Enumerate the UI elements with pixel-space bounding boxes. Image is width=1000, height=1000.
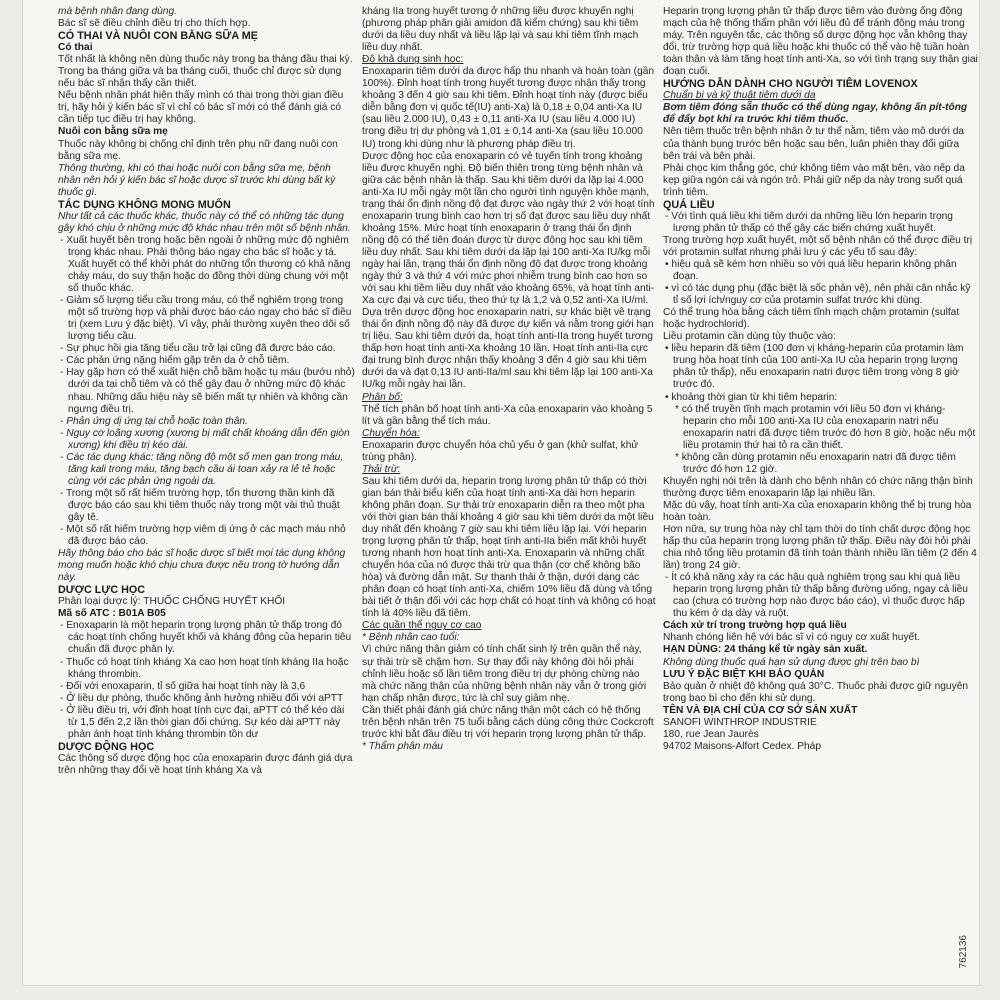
col1-paragraph: Mã số ATC : B01A B05 bbox=[58, 608, 166, 620]
col1-paragraph: - Phản ứng dị ứng tại chỗ hoặc toàn thân. bbox=[60, 415, 248, 427]
col3-paragraph: - Ít có khả năng xảy ra các hậu quả nghiêm trọng sau khi quá liều heparin trọng lượng phân tử thấp bằng đường uống, ngay cả liều cao (chưa có trường hợp nào được báo cáo), vì thuốc được hấp thu kém ở dạ dày và ruột. bbox=[665, 572, 968, 620]
col1-paragraph: - Thuốc có hoạt tính kháng Xa cao hơn hoạt tính kháng IIa hoặc kháng thrombin. bbox=[60, 656, 349, 680]
col3-paragraph: Chuẩn bị và kỹ thuật tiêm dưới da bbox=[663, 90, 816, 102]
col3-paragraph: * có thể truyền tĩnh mạch protamin với liều 50 đơn vị kháng-heparin cho mỗi 100 anti-Xa IU của enoxaparin natri nếu enoxaparin natri đã được tiêm trước đó hơn 8 giờ, hoặc nếu một liều protamin thứ hai tỏ ra cần thiết. bbox=[675, 403, 976, 451]
col1-paragraph: - Hay gặp hơn có thể xuất hiện chỗ bầm hoặc tụ máu (bướu nhỏ) dưới da tại chỗ tiêm và có thể gây đau ở những mức độ khác nhau. Những dấu hiệu này sẽ biến mất tự nhiên và không cần ngưng điều trị. bbox=[60, 367, 355, 415]
col3-paragraph: Hơn nữa, sự trung hòa này chỉ tạm thời do tính chất dược động học hấp thu của heparin trọng lượng phân tử thấp. Điều này đòi hỏi phải chia nhỏ tổng liều protamin đã tính toán thành nhiều lần tiêm (2 đến 4 lần) trong 24 giờ. bbox=[663, 524, 977, 572]
print-code: 762136 bbox=[958, 935, 969, 969]
col1-paragraph: Có thai bbox=[58, 42, 93, 54]
col1-paragraph: - Các tác dụng khác: tăng nồng độ một số men gan trong máu, tăng kali trong máu, tăng bạch cầu ái toan xảy ra lẻ tẻ hoặc cùng với các phản ứng ngoài da. bbox=[60, 451, 344, 487]
col2-paragraph: * Thẩm phân máu bbox=[362, 740, 443, 752]
col1-paragraph: Các thông số dược động học của enoxaparin được đánh giá dựa trên những thay đổi về hoạt tính kháng Xa và bbox=[58, 752, 353, 776]
col3-paragraph: Bơm tiêm đóng sẵn thuốc có thể dùng ngay, không ấn pít-tông để đẩy bọt khí ra trước khi tiêm thuốc. bbox=[663, 102, 968, 126]
col1-paragraph: Thông thường, khi có thai hoặc nuôi con bằng sữa mẹ, bệnh nhân nên hỏi ý kiến bác sĩ hoặc dược sĩ trước khi dùng bất kỳ thuốc gì. bbox=[58, 162, 336, 198]
col3-paragraph: HẠN DÙNG: 24 tháng kể từ ngày sản xuất. bbox=[663, 644, 868, 656]
col2-paragraph: Cần thiết phải đánh giá chức năng thận một cách có hệ thống trên bệnh nhân trên 75 tuổi bằng cách dùng công thức Cockcroft trước khi bắt đầu điều trị với heparin trọng lượng phân tử thấp. bbox=[362, 704, 654, 740]
col3-paragraph: SANOFI WINTHROP INDUSTRIE bbox=[663, 716, 817, 728]
col3-paragraph: 94702 Maisons-Alfort Cedex. Pháp bbox=[663, 740, 821, 752]
col1-paragraph: - Enoxaparin là một heparin trọng lượng phân tử thấp trong đó các hoạt tính chống huyết khối và kháng đông của heparin tiêu chuẩn đã được phân ly. bbox=[60, 620, 352, 656]
col3-paragraph: Nhanh chóng liên hệ với bác sĩ vì có nguy cơ xuất huyết. bbox=[663, 632, 920, 644]
col2-paragraph: Enoxaparin được chuyển hóa chủ yếu ở gan (khử sulfat, khử trùng phân). bbox=[362, 439, 639, 463]
col1-paragraph: Hãy thông báo cho bác sĩ hoặc dược sĩ biết mọi tác dụng không mong muốn hoặc khó chịu chưa được nêu trong tờ hướng dẫn này. bbox=[58, 548, 346, 584]
col2-paragraph: Các quần thể nguy cơ cao bbox=[362, 620, 482, 632]
col1-paragraph: - Giảm số lượng tiểu cầu trong máu, có thể nghiêm trọng trong một số trường hợp và phải được báo cáo ngay cho bác sĩ điều trị (xem Lưu ý đặc biệt). Vì vậy, phải thường xuyên theo dõi số lượng tiểu cầu. bbox=[60, 295, 352, 343]
col1-paragraph: - Sự phục hồi gia tăng tiểu cầu trở lại cũng đã được báo cáo. bbox=[60, 343, 336, 355]
leaflet-page bbox=[22, 0, 980, 986]
col3-paragraph: Heparin trọng lượng phân tử thấp được tiêm vào đường ống động mạch của hệ thống thẩm phân với liều đủ để tránh đông máu trong máy. Trên nguyên tắc, các thông số dược động học vẫn không thay đổi, trừ trường hợp quá liều hoặc khi thuốc có thể vào hệ tuần hoàn toàn thân và làm tăng hoạt tính anti-Xa, so với tình trạng suy thận giai đoạn cuối. bbox=[663, 6, 978, 78]
col3-paragraph: 180, rue Jean Jaurès bbox=[663, 728, 759, 740]
col3-paragraph: HƯỚNG DẪN DÀNH CHO NGƯỜI TIÊM LOVENOX bbox=[663, 78, 918, 91]
column-middle bbox=[362, 6, 656, 981]
col1-paragraph: - Trong một số rất hiếm trường hợp, tổn thương thần kinh đã được báo cáo sau khi tiêm thuốc này trong một vài thủ thuật gây tê. bbox=[60, 487, 340, 523]
col3-paragraph: Bảo quản ở nhiệt độ không quá 30°C. Thuốc phải được giữ nguyên trong bao bì cho đến khi sử dụng. bbox=[663, 680, 969, 704]
col1-paragraph: Nếu bệnh nhân phát hiện thấy mình có thai trong thời gian điều trị, hãy hỏi ý kiến bác sĩ vì chỉ có bác sĩ mới có thể đánh giá có cần tiếp tục điều trị hay không. bbox=[58, 90, 344, 126]
col1-paragraph: - Nguy cơ loãng xương (xương bị mất chất khoáng dẫn đến giòn xương) khi điều trị kéo dài. bbox=[60, 427, 350, 451]
col2-paragraph: Enoxaparin tiêm dưới da được hấp thu nhanh và hoàn toàn (gần 100%). Đỉnh hoạt tính trong huyết tương được nhận thấy trong khoảng 3 đến 4 giờ sau khi tiêm. Đỉnh hoạt tính này (được biểu diễn bằng đơn vị quốc tế(IU) anti-Xa) là 0,18 ± 0,04 anti-Xa IU (sau liều 2.000 IU), 0,43 ± 0,11 anti-Xa IU (sau liều 4.000 IU) trong điều trị dự phòng và 1,01 ± 0,14 anti-Xa (sau liều 10.000 IU) trong khi dùng như là phương pháp điều trị. bbox=[362, 66, 655, 150]
col1-paragraph: Như tất cả các thuốc khác, thuốc này có thể có những tác dụng gây khó chịu ở những mức độ khác nhau trên một số bệnh nhân. bbox=[58, 210, 351, 234]
col1-paragraph: Phân loại dược lý: THUỐC CHỐNG HUYẾT KHỐI bbox=[58, 596, 286, 608]
col3-paragraph: Không dùng thuốc quá hạn sử dụng được ghi trên bao bì bbox=[663, 656, 920, 668]
col3-paragraph: Trong trường hợp xuất huyết, một số bệnh nhân có thể được điều trị với protamin sulfat nhưng phải lưu ý các yếu tố sau đây: bbox=[663, 234, 973, 258]
col1-paragraph: Tốt nhất là không nên dùng thuốc này trong ba tháng đầu thai kỳ. Trong ba tháng giữa và ba tháng cuối, thuốc chỉ được sử dụng nếu bác sĩ nhận thấy cần thiết. bbox=[58, 54, 353, 90]
col3-paragraph: TÊN VÀ ĐỊA CHỈ CỦA CƠ SỞ SẢN XUẤT bbox=[663, 704, 858, 716]
col2-paragraph: Sau khi tiêm dưới da, heparin trọng lượng phân tử thấp có thời gian bán thải biểu kiến của hoạt tính anti-Xa dài hơn heparin không phân đoạn. Sự thải trừ enoxaparin diễn ra theo một pha với thời gian bán thải khoảng 4 giờ sau khi tiêm dưới da một liều duy nhất đến khoảng 7 giờ sau khi tiêm liều lặp lại. Với heparin trọng lượng phân tử thấp, hoạt tính anti-IIa biến mất khỏi huyết tương nhanh hơn hoạt tính anti-Xa. Enoxaparin và những chất chuyển hóa của nó được thải trừ qua thận (cơ chế không bão hòa) và đường dẫn mật. Sự thanh thải ở thận, dưới dạng các phân đoạn có hoạt tính anti-Xa, chiếm 10% liều đã dùng và tổng bài tiết ở thận đối với các hợp chất có hoạt tính và không có hoạt tính là 40% liều đã tiêm. bbox=[362, 475, 656, 620]
col2-paragraph: Độ khả dụng sinh học: bbox=[362, 54, 464, 66]
col3-paragraph: • vì có tác dụng phụ (đặc biệt là sốc phản vệ), nên phải cân nhắc kỹ tỉ số lợi ích/nguy cơ của protamin sulfat trước khi dùng. bbox=[665, 283, 971, 307]
col3-paragraph: Mặc dù vậy, hoạt tính anti-Xa của enoxaparin không thể bị trung hòa hoàn toàn. bbox=[663, 499, 972, 523]
col1-paragraph: mà bệnh nhân đang dùng. bbox=[58, 6, 177, 17]
col1-paragraph: Nuôi con bằng sữa mẹ bbox=[58, 126, 168, 138]
col3-paragraph: * không cần dùng protamin nếu enoxaparin natri đã được tiêm trước đó hơn 12 giờ. bbox=[675, 451, 956, 475]
col3-paragraph: LƯU Ý ĐẶC BIỆT KHI BẢO QUẢN bbox=[663, 668, 825, 680]
col1-paragraph: DƯỢC LỰC HỌC bbox=[58, 584, 146, 597]
col3-paragraph: - Với tình quá liều khi tiêm dưới da những liều lớn heparin trọng lượng phân tử thấp có thể gây các biến chứng xuất huyết. bbox=[665, 210, 953, 234]
col3-paragraph: • khoảng thời gian từ khi tiêm heparin: bbox=[665, 391, 838, 403]
col3-paragraph: Phải chọc kim thẳng góc, chứ không tiêm vào mặt bên, vào nếp da kẹp giữa ngón cái và ngón trỏ. Phải giữ nếp da này trong suốt quá trình tiêm. bbox=[663, 162, 965, 198]
col2-paragraph: * Bệnh nhân cao tuổi: bbox=[362, 632, 460, 644]
col1-paragraph: - Đối với enoxaparin, tỉ số giữa hai hoạt tính này là 3,6 bbox=[60, 680, 306, 692]
col1-paragraph: - Một số rất hiếm trường hợp viêm dị ứng ở các mạch máu nhỏ đã được báo cáo. bbox=[60, 524, 346, 548]
col1-paragraph: TÁC DỤNG KHÔNG MONG MUỐN bbox=[58, 198, 231, 211]
col1-paragraph: Bác sĩ sẽ điều chỉnh điều trị cho thích hợp. bbox=[58, 18, 251, 30]
col2-paragraph: Phân bố: bbox=[362, 391, 403, 403]
col3-paragraph: Nên tiêm thuốc trên bệnh nhân ở tư thế nằm, tiêm vào mô dưới da của thành bụng trước bên hoặc sau bên, luân phiên thay đổi giữa bên trái và bên phải. bbox=[663, 126, 965, 162]
col1-paragraph: CÓ THAI VÀ NUÔI CON BẰNG SỮA MẸ bbox=[58, 30, 258, 43]
col1-paragraph: Thuốc này không bị chống chỉ định trên phụ nữ đang nuôi con bằng sữa mẹ. bbox=[58, 138, 338, 162]
col3-paragraph: Có thể trung hòa bằng cách tiêm tĩnh mạch chậm protamin (sulfat hoặc hydrochlorid). bbox=[663, 307, 960, 331]
col1-paragraph: DƯỢC ĐỘNG HỌC bbox=[58, 740, 155, 753]
col3-paragraph: Cách xử trí trong trường hợp quá liều bbox=[663, 620, 847, 632]
col1-paragraph: - Xuất huyết bên trong hoặc bên ngoài ở những mức độ nghiêm trọng khác nhau. Phải thông báo ngay cho bác sĩ hoặc y tá. Xuất huyết có thể khởi phát do những tổn thương có khả năng chảy máu, do suy thận hoặc do đồng thời dùng chung với một số thuốc khác. bbox=[60, 234, 351, 295]
col2-paragraph: Dược động học của enoxaparin có vẻ tuyến tính trong khoảng liều được khuyến nghị. Độ biến thiên trong từng bệnh nhân và giữa các bệnh nhân là thấp. Sau khi tiêm dưới da lặp lại 4.000 anti-Xa IU mỗi ngày một lần cho người tình nguyện khỏe mạnh, trạng thái ổn định nồng độ đạt được vào ngày thứ 2 với hoạt tính enoxaparin trung bình cao hơn trị số đạt được sau liều duy nhất khoảng 15%. Mức hoạt tính enoxaparin ở trạng thái ổn định nồng độ có thể tiên đoán được từ dược động học sau khi tiêm liều duy nhất. Sau khi tiêm dưới da lặp lại 100 anti-Xa IU/kg mỗi ngày hai lần, trạng thái ổn định nồng độ đạt được trong khoảng ngày thứ 3 và thứ 4 với mức phơi nhiễm trung bình cao hơn so với sau khi tiêm liều duy nhất vào khoảng 65%, và hoạt tính anti-Xa cực đại và cực tiểu, theo thứ tự là 1,2 và 0,52 anti-Xa IU/ml. Dựa trên dược động học enoxaparin natri, sự khác biệt về trạng thái ổn định nồng độ này đã được dự kiến và nằm trong giới hạn trị liệu. Sau khi tiêm dưới da, hoạt tính anti-IIa trong huyết tương thấp hơn hoạt tính anti-Xa khoảng 10 lần. Hoạt tính anti-IIa cực đại trung bình được nhận thấy khoảng 3 đến 4 giờ sau khi tiêm dưới da và đạt 0,13 IU anti-IIa/ml sau khi tiêm lặp lại 100 anti-Xa IU/kg mỗi ngày hai lần. bbox=[362, 150, 655, 391]
col2-paragraph: Chuyển hóa: bbox=[362, 427, 420, 439]
col3-paragraph: QUÁ LIỀU bbox=[663, 198, 715, 211]
col1-paragraph: - Ở liều điều trị, với đỉnh hoạt tính cực đại, aPTT có thể kéo dài từ 1,5 đến 2,2 lần thời gian đối chứng. Sự kéo dài aPTT này phản ánh hoạt tính kháng thrombin tồn dư bbox=[60, 704, 345, 740]
col2-paragraph: Thải trừ: bbox=[362, 463, 401, 475]
col2-paragraph: kháng IIa trong huyết tương ở những liều được khuyến nghị (phương pháp phân giải amidon đã kiểm chứng) sau khi tiêm dưới da liều duy nhất và liều lặp lại và sau khi tiêm tĩnh mạch liều duy nhất. bbox=[362, 6, 639, 54]
col1-paragraph: - Ở liều dự phòng, thuốc không ảnh hưởng nhiều đối với aPTT bbox=[60, 692, 344, 704]
col2-paragraph: Vì chức năng thận giảm có tính chất sinh lý trên quần thể này, sự thải trừ sẽ chậm hơn. Sự thay đổi này không đòi hỏi phải chỉnh liều hoặc số lần tiêm trong điều trị dự phòng chừng nào mà chức năng thận của những bệnh nhân này vẫn ở trong giới hạn chấp nhận được, tức là chỉ suy giảm nhẹ. bbox=[362, 644, 647, 704]
col3-paragraph: • hiệu quả sẽ kém hơn nhiều so với quá liều heparin không phân đoạn. bbox=[665, 258, 957, 283]
col3-paragraph: • liều heparin đã tiêm (100 đơn vị kháng-heparin của protamin làm trung hòa hoạt tính của 100 anti-Xa IU của heparin trọng lượng phân tử thấp), nếu enoxaparin natri được tiêm trong vòng 8 giờ trước đó. bbox=[665, 343, 964, 391]
col2-paragraph: Thể tích phân bố hoạt tính anti-Xa của enoxaparin vào khoảng 5 lít và gần bằng thể tích máu. bbox=[362, 403, 653, 427]
col3-paragraph: Liều protamin cần dùng tùy thuộc vào: bbox=[663, 331, 836, 343]
column-left bbox=[58, 6, 355, 981]
column-right bbox=[663, 6, 978, 981]
col1-paragraph: - Các phản ứng nặng hiếm gặp trên da ở chỗ tiêm. bbox=[60, 355, 290, 367]
col3-paragraph: Khuyến nghị nói trên là dành cho bệnh nhân có chức năng thận bình thường được tiêm enoxaparin lặp lại nhiều lần. bbox=[663, 475, 973, 499]
